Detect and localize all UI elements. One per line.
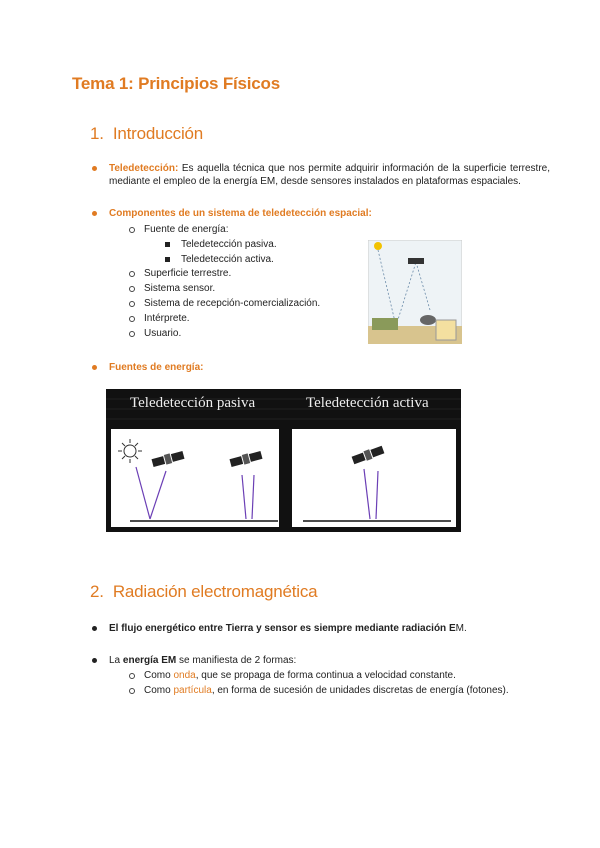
bullet-icon bbox=[92, 626, 97, 631]
list-item: Intérprete. bbox=[144, 313, 190, 324]
square-bullet-icon bbox=[165, 257, 170, 262]
section-heading-introduccion bbox=[90, 124, 203, 144]
list-item: Teledetección activa. bbox=[181, 254, 274, 265]
energia-bold: energía EM bbox=[122, 655, 177, 666]
list-item: Usuario. bbox=[144, 328, 182, 339]
forma-pre: Como bbox=[144, 685, 174, 696]
bullet-icon bbox=[92, 365, 97, 370]
circle-bullet-icon bbox=[129, 688, 135, 694]
list-item: Teledetección pasiva. bbox=[181, 239, 277, 250]
section-title: Radiación electromagnética bbox=[112, 582, 318, 601]
energia-post: se manifiesta de 2 formas: bbox=[176, 655, 297, 666]
satellite-icon bbox=[408, 258, 424, 264]
flujo-tail: M. bbox=[455, 623, 467, 634]
page-title: Tema 1: Principios Físicos bbox=[72, 74, 280, 93]
flujo-bold: El flujo energético entre Tierra y sensor es siempre mediante radiación E bbox=[109, 623, 456, 634]
forma-onda bbox=[144, 669, 456, 682]
componentes-label: Componentes de un sistema de teledetección espacial: bbox=[109, 208, 372, 219]
figure-label-pasiva: Teledetección pasiva bbox=[130, 395, 256, 411]
teledeteccion-paragraph bbox=[109, 162, 550, 188]
forma-highlight: partícula bbox=[173, 685, 212, 696]
figure-label-activa: Teledetección activa bbox=[306, 395, 429, 411]
forma-post: , en forma de sucesión de unidades discretas de energía (fotones). bbox=[211, 685, 509, 696]
section-heading-radiacion bbox=[90, 582, 317, 602]
forma-highlight: onda bbox=[173, 670, 196, 681]
teledeteccion-label: Teledetección: bbox=[109, 163, 179, 174]
list-item: Fuente de energía: bbox=[144, 224, 229, 235]
list-item: Superficie terrestre. bbox=[144, 268, 232, 279]
teledeteccion-text: Es aquella técnica que nos permite adquirir información de la superficie terrestre, mediante el empleo de la energía EM, desde sensores instalados en plataformas espaciales. bbox=[109, 163, 550, 187]
list-item: Sistema sensor. bbox=[144, 283, 216, 294]
section-title: Introducción bbox=[112, 124, 204, 143]
circle-bullet-icon bbox=[129, 301, 135, 307]
section-number: 1. bbox=[90, 124, 104, 143]
bullet-icon bbox=[92, 658, 97, 663]
square-bullet-icon bbox=[165, 242, 170, 247]
forma-particula bbox=[144, 684, 509, 697]
forma-post: , que se propaga de forma continua a velocidad constante. bbox=[195, 670, 456, 681]
forma-pre: Como bbox=[144, 670, 174, 681]
energia-paragraph bbox=[109, 654, 296, 667]
sensing-types-figure bbox=[106, 389, 461, 532]
fuentes-label: Fuentes de energía: bbox=[109, 362, 204, 373]
energia-pre: La bbox=[109, 655, 123, 666]
circle-bullet-icon bbox=[129, 271, 135, 277]
circle-bullet-icon bbox=[129, 673, 135, 679]
remote-sensing-diagram bbox=[368, 240, 462, 344]
antenna-icon bbox=[420, 315, 436, 325]
circle-bullet-icon bbox=[129, 227, 135, 233]
circle-bullet-icon bbox=[129, 316, 135, 322]
bullet-icon bbox=[92, 211, 97, 216]
circle-bullet-icon bbox=[129, 286, 135, 292]
bullet-icon bbox=[92, 166, 97, 171]
section-number: 2. bbox=[90, 582, 104, 601]
list-item: Sistema de recepción-comercialización. bbox=[144, 298, 321, 309]
flujo-paragraph bbox=[109, 622, 467, 635]
sun-icon bbox=[374, 242, 382, 250]
circle-bullet-icon bbox=[129, 331, 135, 337]
